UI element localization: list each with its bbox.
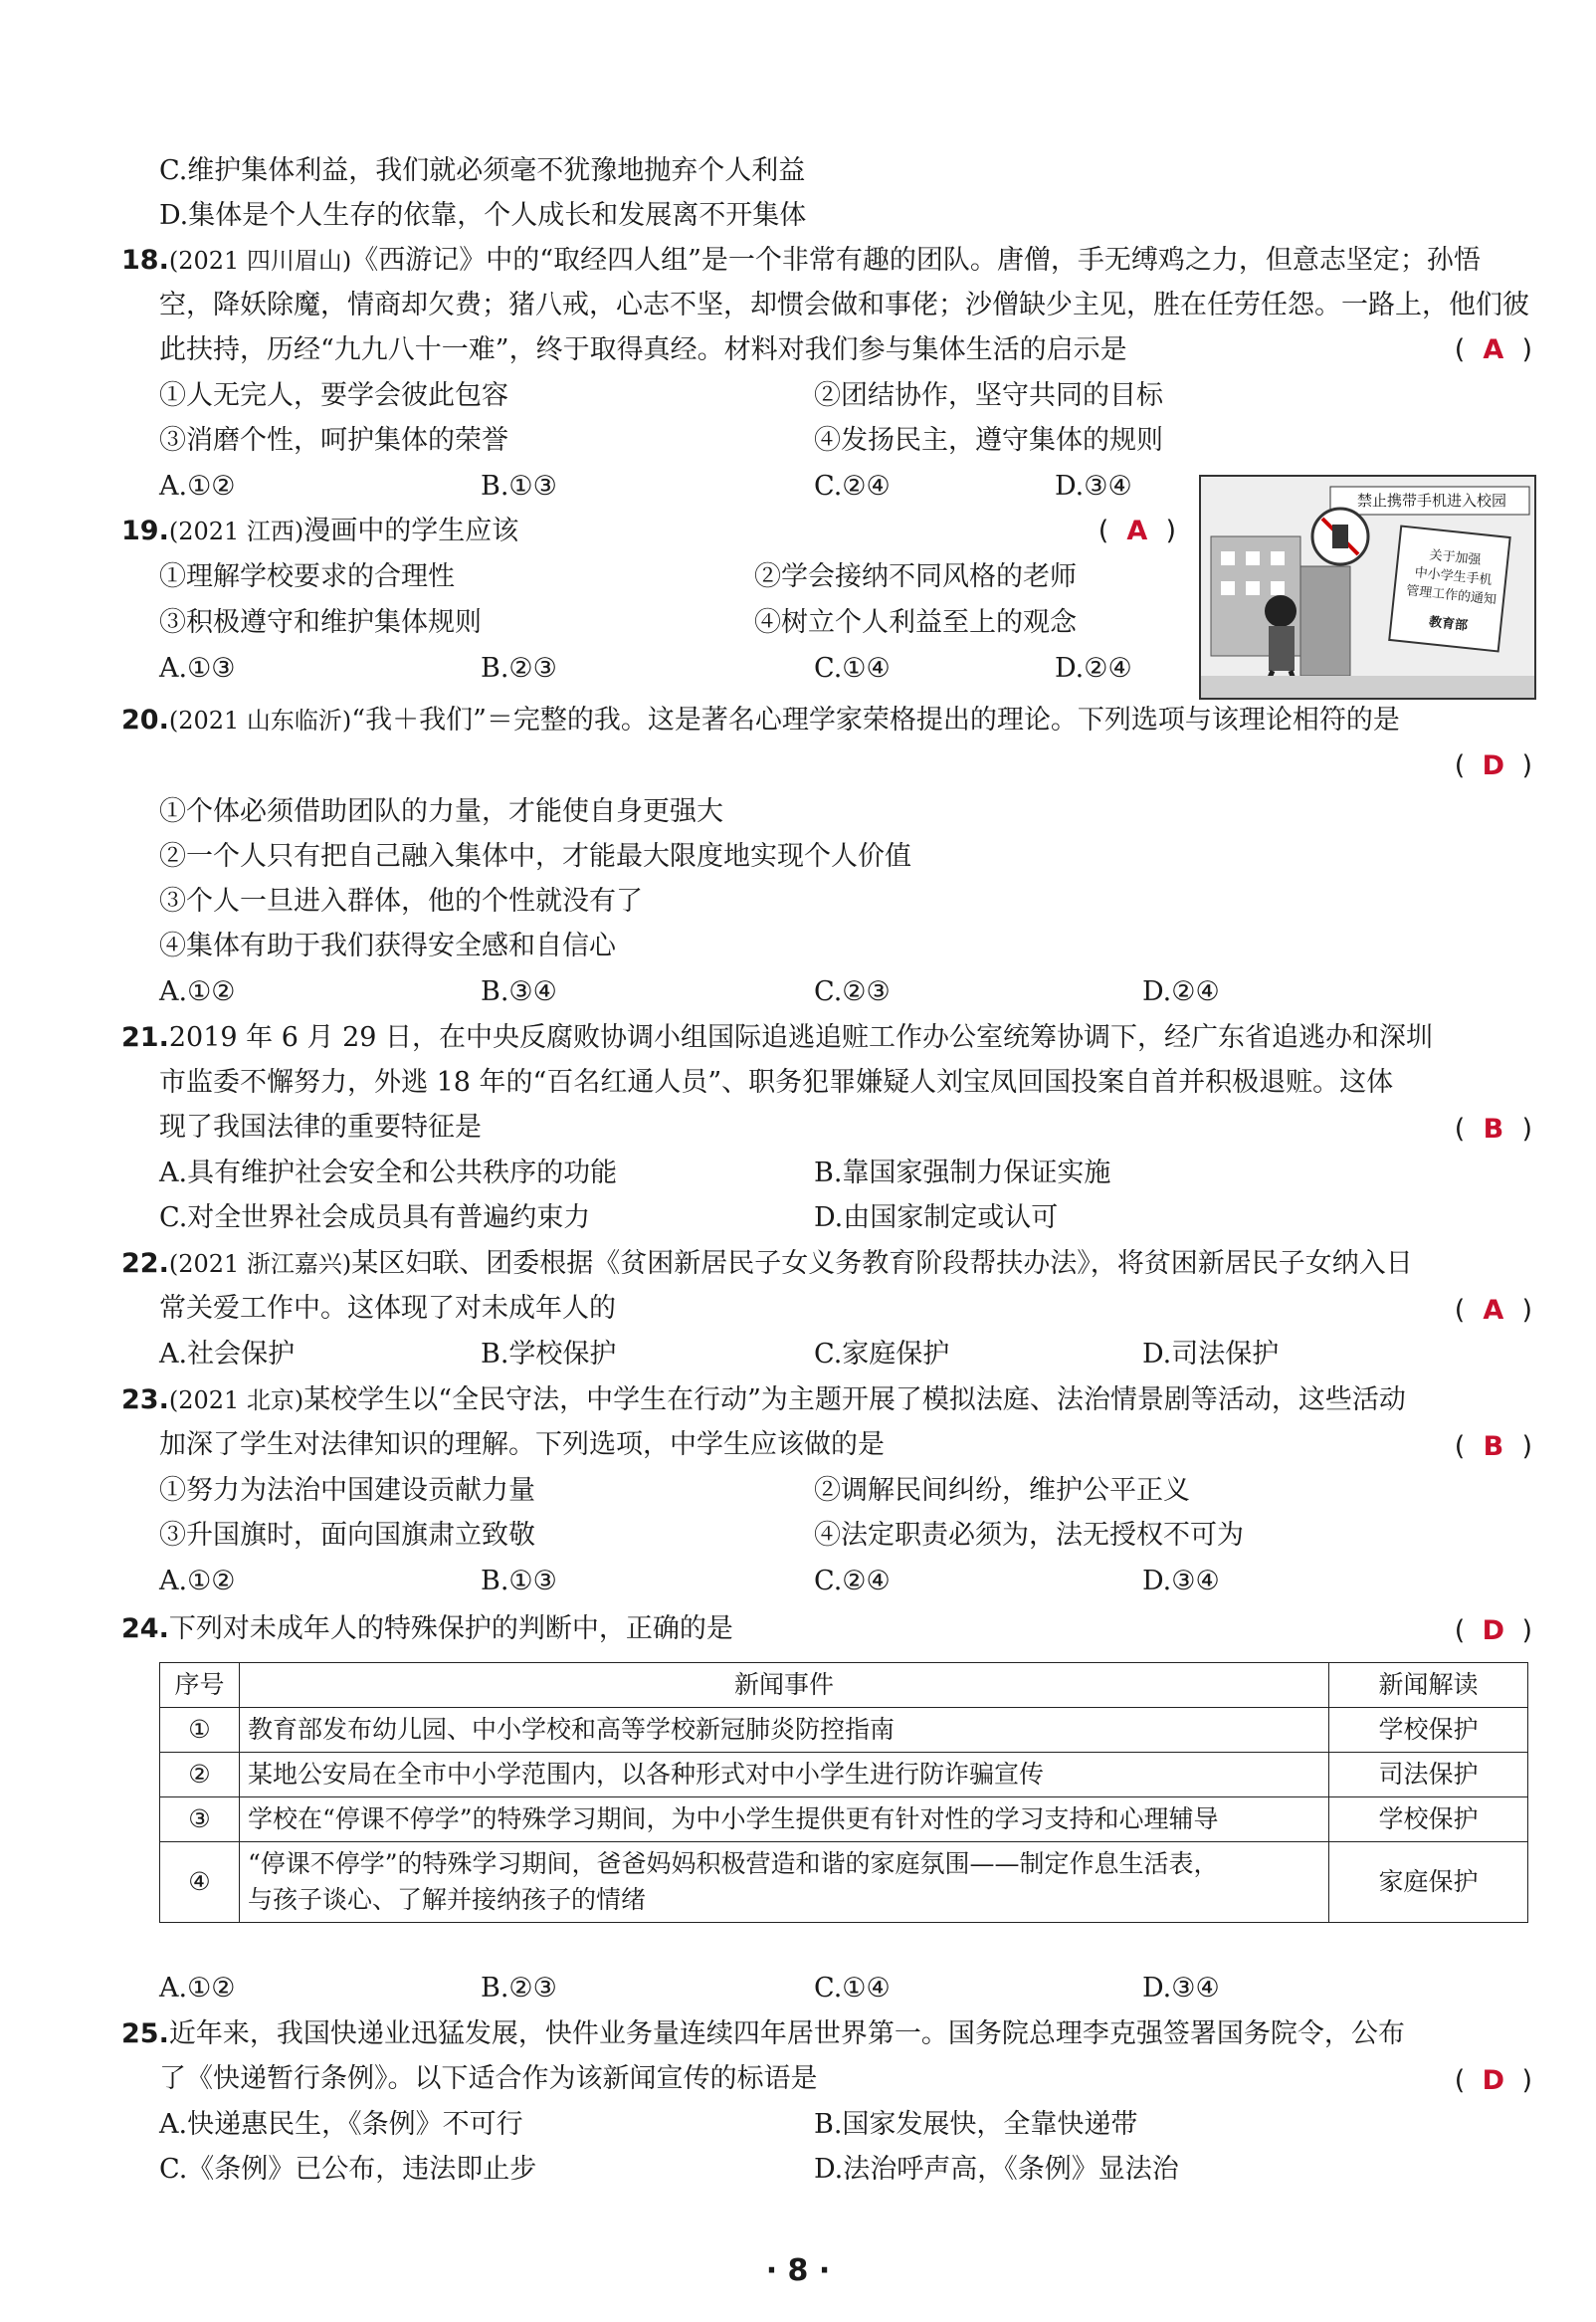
- row-event: 学校在“停课不停学”的特殊学习期间，为中小学生提供更有针对性的学习支持和心理辅导: [239, 1797, 1328, 1842]
- cartoon-illustration: [1199, 475, 1536, 700]
- q18-line2: 空，降妖除魔，情商却欠费；猪八戒，心志不坚，却惯会做和事佬；沙僧缺少主见，胜在任劳任怨。一路上，他们彼: [159, 290, 1529, 320]
- q24-choice-d: D.③④: [1142, 1973, 1220, 2004]
- question-number: 22.: [121, 1248, 169, 1279]
- q20-line1: [121, 699, 1495, 742]
- q22-choice-d: D.司法保护: [1142, 1339, 1280, 1370]
- question-stem: 某区妇联、团委根据《贫困新居民子女义务教育阶段帮扶办法》，将贫困新居民子女纳入日: [351, 1248, 1413, 1279]
- q21-line3: 现了我国法律的重要特征是: [159, 1112, 482, 1143]
- q19-choice-c: C.①④: [814, 653, 891, 684]
- q23-item-1: ①努力为法治中国建设贡献力量: [159, 1475, 535, 1506]
- question-source: (2021 江西): [168, 518, 304, 545]
- q25-choice-b: B.国家发展快，全靠快递带: [814, 2109, 1138, 2140]
- q20-choice-a: A.①②: [159, 976, 236, 1007]
- q24-choice-a: A.①②: [159, 1973, 236, 2004]
- question-stem: 《西游记》中的“取经四人组”是一个非常有趣的团队。唐僧，手无缚鸡之力，但意志坚定；孙悟: [351, 245, 1481, 276]
- notice-line-1: 关于加强: [1428, 547, 1483, 568]
- q19-item-3: ③积极遵守和维护集体规则: [159, 607, 482, 638]
- q19-choice-d: D.②④: [1055, 653, 1132, 684]
- question-stem: 2019 年 6 月 29 日，在中央反腐败协调小组国际追逃追赃工作办公室统筹协调下，经广东省追逃办和深圳: [168, 1022, 1434, 1053]
- q25-answer: ( D ): [1455, 2059, 1532, 2103]
- q23-line1: [121, 1378, 1495, 1422]
- q25-line1: [121, 2012, 1495, 2056]
- q23-choice-a: A.①②: [159, 1566, 236, 1596]
- table-row: [160, 1842, 1528, 1923]
- q18-choice-a: A.①②: [159, 471, 236, 502]
- answer-letter: A: [1126, 516, 1148, 546]
- q19-choice-b: B.②③: [481, 653, 557, 684]
- question-source: (2021 浙江嘉兴): [168, 1250, 352, 1278]
- question-number: 20.: [121, 705, 169, 736]
- question-number: 19.: [121, 516, 169, 546]
- row-interpretation: 司法保护: [1329, 1753, 1528, 1797]
- q23-item-3: ③升国旗时，面向国旗肃立致敬: [159, 1520, 535, 1551]
- q20-choice-d: D.②④: [1142, 976, 1220, 1007]
- q23-item-2: ②调解民间纠纷，维护公平正义: [814, 1475, 1190, 1506]
- q23-line2: 加深了学生对法律知识的理解。下列选项，中学生应该做的是: [159, 1429, 885, 1460]
- news-table: [159, 1662, 1528, 1923]
- q20-item-2: ②一个人只有把自己融入集体中，才能最大限度地实现个人价值: [159, 841, 911, 872]
- question-source: (2021 北京): [168, 1386, 304, 1414]
- q19-choice-a: A.①③: [159, 653, 236, 684]
- question-stem: 下列对未成年人的特殊保护的判断中，正确的是: [168, 1613, 733, 1644]
- q19-answer: ( A ): [1098, 510, 1176, 553]
- question-number: 25.: [121, 2018, 169, 2049]
- header-interpretation: 新闻解读: [1329, 1663, 1528, 1708]
- q19-line1: [121, 510, 1116, 553]
- row-number: ①: [160, 1708, 240, 1753]
- answer-letter: D: [1482, 2065, 1505, 2096]
- question-number: 18.: [121, 245, 169, 276]
- q22-choice-b: B.学校保护: [481, 1339, 617, 1370]
- q22-answer: ( A ): [1455, 1289, 1532, 1333]
- q21-choice-d: D.由国家制定或认可: [814, 1202, 1059, 1233]
- q23-item-4: ④法定职责必须为，法无授权不可为: [814, 1520, 1244, 1551]
- q24-choice-c: C.①④: [814, 1973, 891, 2004]
- q21-line2: 市监委不懈努力，外逃 18 年的“百名红通人员”、职务犯罪嫌疑人刘宝凤回国投案自首并积极退赃。这体: [159, 1067, 1394, 1098]
- answer-letter: B: [1483, 1431, 1504, 1462]
- q25-choice-c: C.《条例》已公布，违法即止步: [159, 2154, 537, 2185]
- answer-letter: A: [1483, 334, 1504, 365]
- q21-choice-b: B.靠国家强制力保证实施: [814, 1158, 1111, 1188]
- question-stem: 近年来，我国快递业迅猛发展，快件业务量连续四年居世界第一。国务院总理李克强签署国务院令，公布: [168, 2018, 1405, 2049]
- q23-choice-b: B.①③: [481, 1566, 557, 1596]
- q22-line2: 常关爱工作中。这体现了对未成年人的: [159, 1293, 616, 1324]
- answer-letter: B: [1483, 1114, 1504, 1145]
- q18-line1: [121, 239, 1495, 283]
- notice-line-2: 中小学生手机: [1413, 565, 1494, 589]
- table-row: [160, 1797, 1528, 1842]
- question-number: 23.: [121, 1384, 169, 1415]
- row-event: 某地公安局在全市中小学范围内，以各种形式对中小学生进行防诈骗宣传: [239, 1753, 1328, 1797]
- q23-choice-d: D.③④: [1142, 1566, 1220, 1596]
- answer-letter: D: [1482, 1615, 1505, 1646]
- q21-answer: ( B ): [1455, 1108, 1532, 1152]
- q24-answer: ( D ): [1455, 1609, 1532, 1653]
- q20-choice-c: C.②③: [814, 976, 891, 1007]
- row-interpretation: 学校保护: [1329, 1708, 1528, 1753]
- q18-item-1: ①人无完人，要学会彼此包容: [159, 380, 508, 411]
- q22-choice-c: C.家庭保护: [814, 1339, 950, 1370]
- q18-item-3: ③消磨个性，呵护集体的荣誉: [159, 425, 508, 456]
- row-event: [239, 1842, 1328, 1923]
- q20-item-3: ③个人一旦进入群体，他的个性就没有了: [159, 886, 643, 917]
- q20-choice-b: B.③④: [481, 976, 557, 1007]
- q18-item-4: ④发扬民主，遵守集体的规则: [814, 425, 1163, 456]
- question-stem: “我＋我们”＝完整的我。这是著名心理学家荣格提出的理论。下列选项与该理论相符的是: [351, 705, 1400, 736]
- answer-letter: A: [1483, 1295, 1504, 1326]
- row-event: 教育部发布幼儿园、中小学校和高等学校新冠肺炎防控指南: [239, 1708, 1328, 1753]
- q19-item-4: ④树立个人利益至上的观念: [754, 607, 1077, 638]
- q18-choice-c: C.②④: [814, 471, 891, 502]
- q21-choice-a: A.具有维护社会安全和公共秩序的功能: [159, 1158, 618, 1188]
- question-stem: 某校学生以“全民守法，中学生在行动”为主题开展了模拟法庭、法治情景剧等活动，这些活动: [303, 1384, 1406, 1415]
- question-number: 24.: [121, 1613, 169, 1644]
- q21-line1: [121, 1016, 1495, 1060]
- q18-line3: 此扶持，历经“九九八十一难”，终于取得真经。材料对我们参与集体生活的启示是: [159, 334, 1127, 365]
- q24-line1: [121, 1607, 1495, 1651]
- q20-item-4: ④集体有助于我们获得安全感和自信心: [159, 931, 616, 961]
- q25-choice-a: A.快递惠民生，《条例》不可行: [159, 2109, 523, 2140]
- notice-line-3: 管理工作的通知: [1405, 583, 1497, 608]
- q22-choice-a: A.社会保护: [159, 1339, 296, 1370]
- q22-line1: [121, 1242, 1495, 1286]
- question-number: 21.: [121, 1022, 169, 1053]
- q18-answer: ( A ): [1455, 328, 1532, 372]
- cartoon-notice: [1396, 543, 1507, 639]
- q18-choice-b: B.①③: [481, 471, 557, 502]
- header-event: 新闻事件: [239, 1663, 1328, 1708]
- table-row: [160, 1708, 1528, 1753]
- q20-item-1: ①个体必须借助团队的力量，才能使自身更强大: [159, 796, 723, 827]
- q25-line2: 了《快递暂行条例》。以下适合作为该新闻宣传的标语是: [159, 2063, 818, 2094]
- row-event-line-1: “停课不停学”的特殊学习期间，爸爸妈妈积极营造和谐的家庭氛围——制定作息生活表，: [247, 1849, 1219, 1878]
- q19-item-2: ②学会接纳不同风格的老师: [754, 561, 1077, 592]
- row-number: ②: [160, 1753, 240, 1797]
- row-event-line-2: 与孩子谈心、了解并接纳孩子的情绪: [247, 1885, 646, 1914]
- q17-option-d: D.集体是个人生存的依靠，个人成长和发展离不开集体: [159, 200, 807, 231]
- q17-option-c: C.维护集体利益，我们就必须毫不犹豫地抛弃个人利益: [159, 155, 806, 186]
- row-number: ③: [160, 1797, 240, 1842]
- q23-answer: ( B ): [1455, 1425, 1532, 1469]
- table-row: [160, 1753, 1528, 1797]
- q18-item-2: ②团结协作，坚守共同的目标: [814, 380, 1163, 411]
- header-number: 序号: [160, 1663, 240, 1708]
- question-source: (2021 四川眉山): [168, 247, 352, 275]
- q19-item-1: ①理解学校要求的合理性: [159, 561, 455, 592]
- answer-letter: D: [1482, 750, 1505, 781]
- q25-choice-d: D.法治呼声高，《条例》显法治: [814, 2154, 1179, 2185]
- cartoon-sign-text: 禁止携带手机进入校园: [1356, 492, 1506, 510]
- row-interpretation: 家庭保护: [1329, 1842, 1528, 1923]
- q24-choice-b: B.②③: [481, 1973, 557, 2004]
- table-header-row: [160, 1663, 1528, 1708]
- q18-choice-d: D.③④: [1055, 471, 1132, 502]
- question-source: (2021 山东临沂): [168, 707, 352, 735]
- page-number: · 8 ·: [765, 2253, 831, 2288]
- q20-answer: ( D ): [1455, 744, 1532, 788]
- q23-choice-c: C.②④: [814, 1566, 891, 1596]
- q21-choice-c: C.对全世界社会成员具有普遍约束力: [159, 1202, 591, 1233]
- row-interpretation: 学校保护: [1329, 1797, 1528, 1842]
- row-number: ④: [160, 1842, 240, 1923]
- notice-line-4: 教育部: [1428, 614, 1469, 634]
- question-stem: 漫画中的学生应该: [303, 516, 519, 546]
